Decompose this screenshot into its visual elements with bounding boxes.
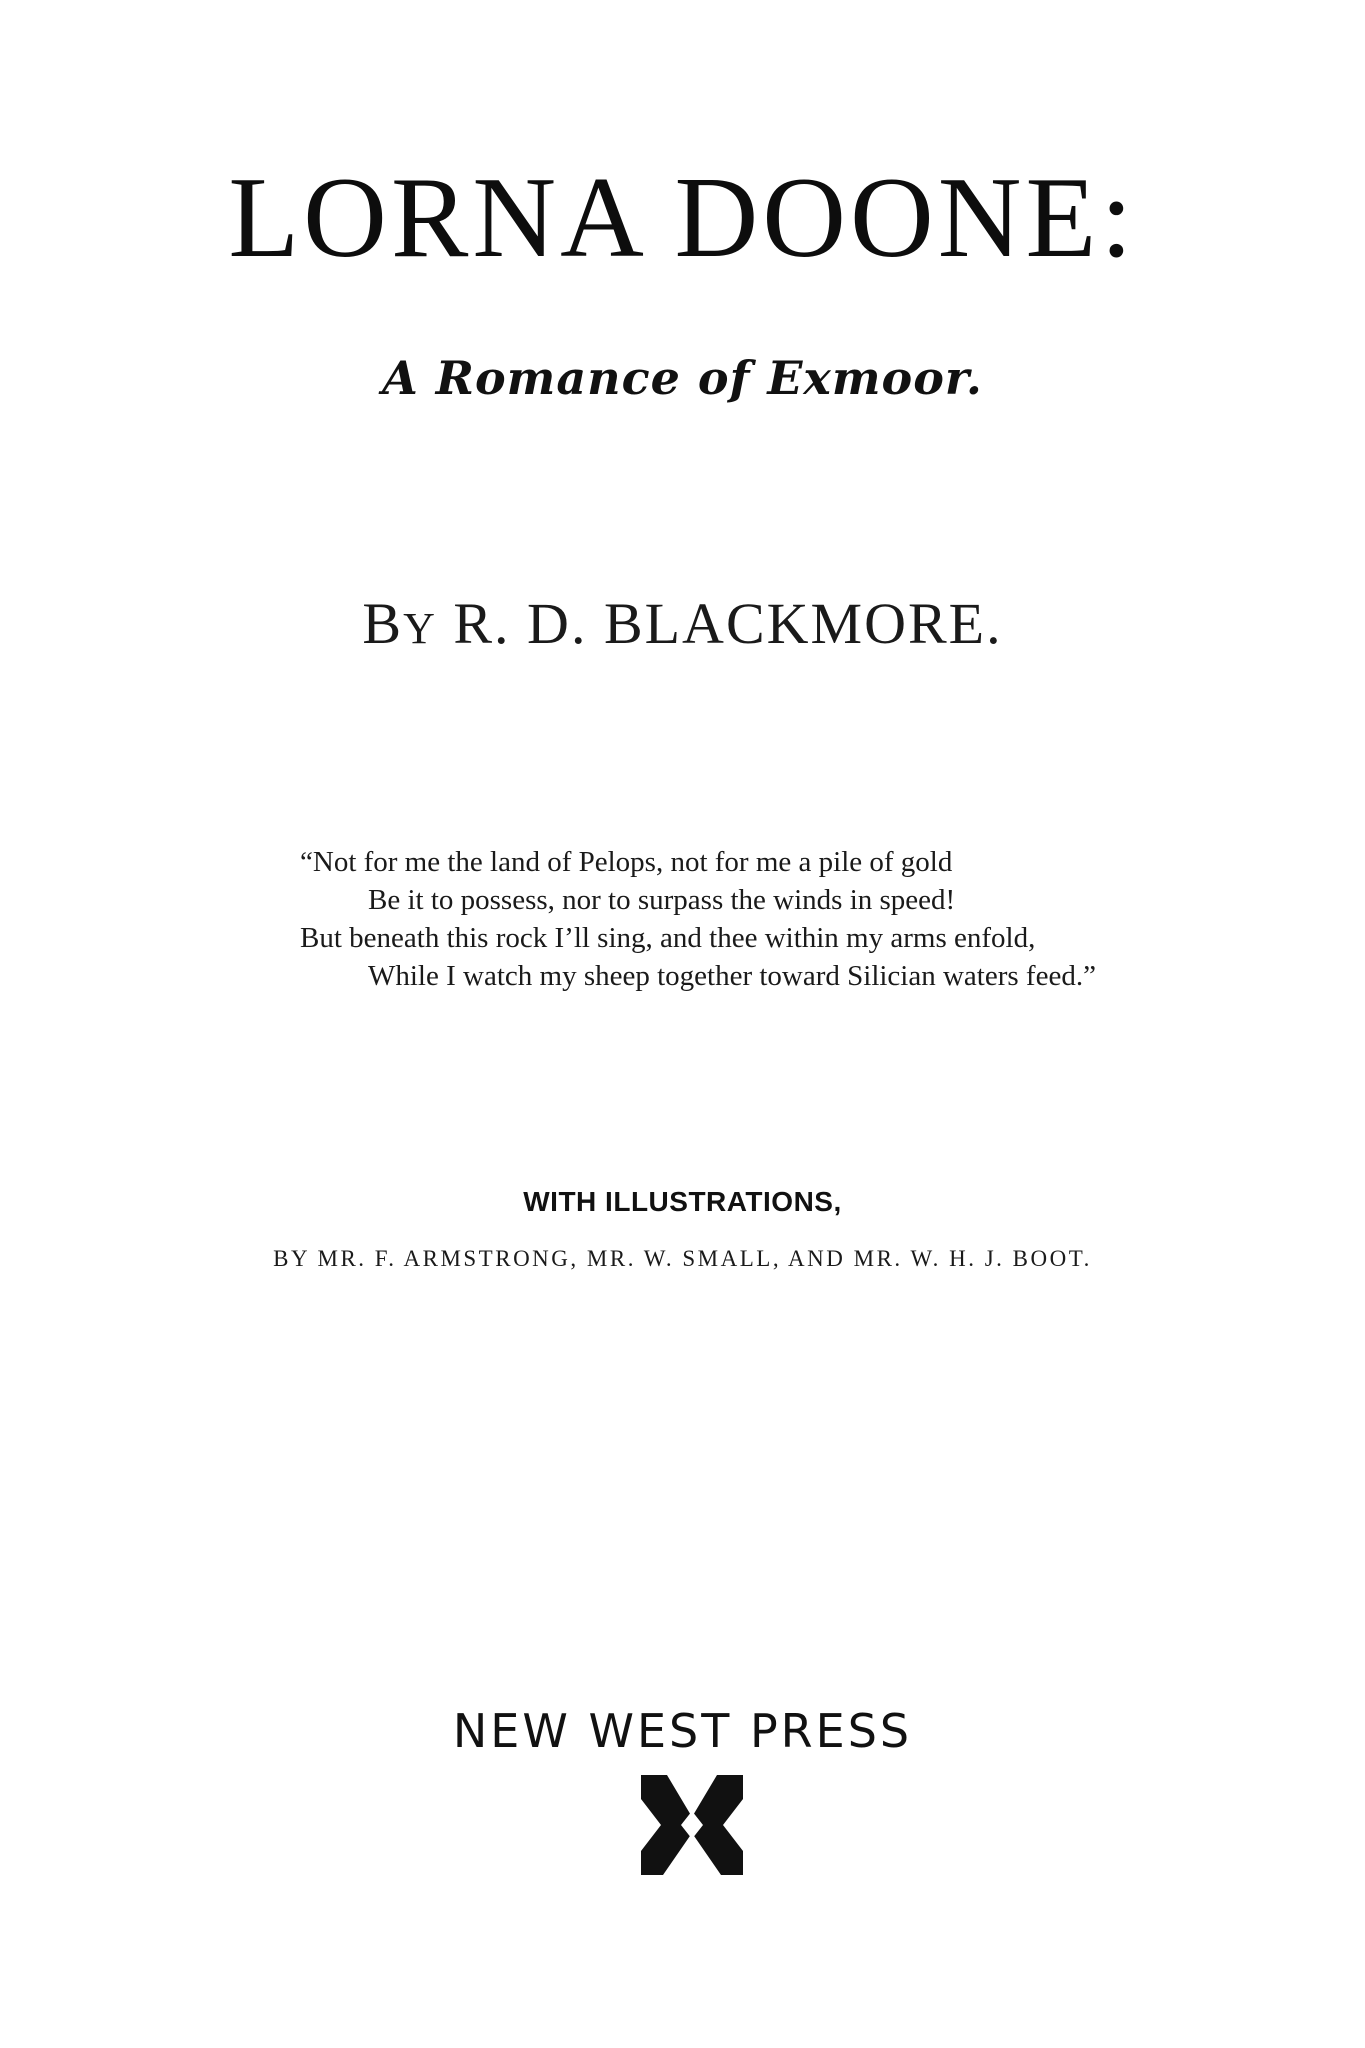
epigraph-line: While I watch my sheep together toward Silician waters feed.”: [368, 960, 1096, 992]
author-line: [0, 591, 1365, 656]
publisher-logo-icon: [641, 1775, 743, 1875]
book-subtitle: A Romance of Exmoor.: [382, 351, 983, 405]
epigraph-line: Be it to possess, nor to surpass the winds in speed!: [368, 884, 956, 916]
author-by-initial: B: [362, 591, 404, 656]
author-by-rest: Y: [403, 604, 437, 653]
publisher-name: NEW WEST PRESS: [452, 1704, 913, 1758]
epigraph: [300, 843, 1200, 995]
illustrators-credit: BY MR. F. ARMSTRONG, MR. W. SMALL, AND MR. W. H. J. BOOT.: [273, 1246, 1092, 1271]
epigraph-line: But beneath this rock I’ll sing, and thee within my arms enfold,: [300, 922, 1036, 954]
book-title: LORNA DOONE:: [228, 154, 1137, 282]
illustrations-heading: WITH ILLUSTRATIONS,: [523, 1186, 842, 1217]
author-name: R. D. BLACKMORE.: [436, 591, 1003, 656]
epigraph-line: “Not for me the land of Pelops, not for me a pile of gold: [300, 846, 953, 878]
